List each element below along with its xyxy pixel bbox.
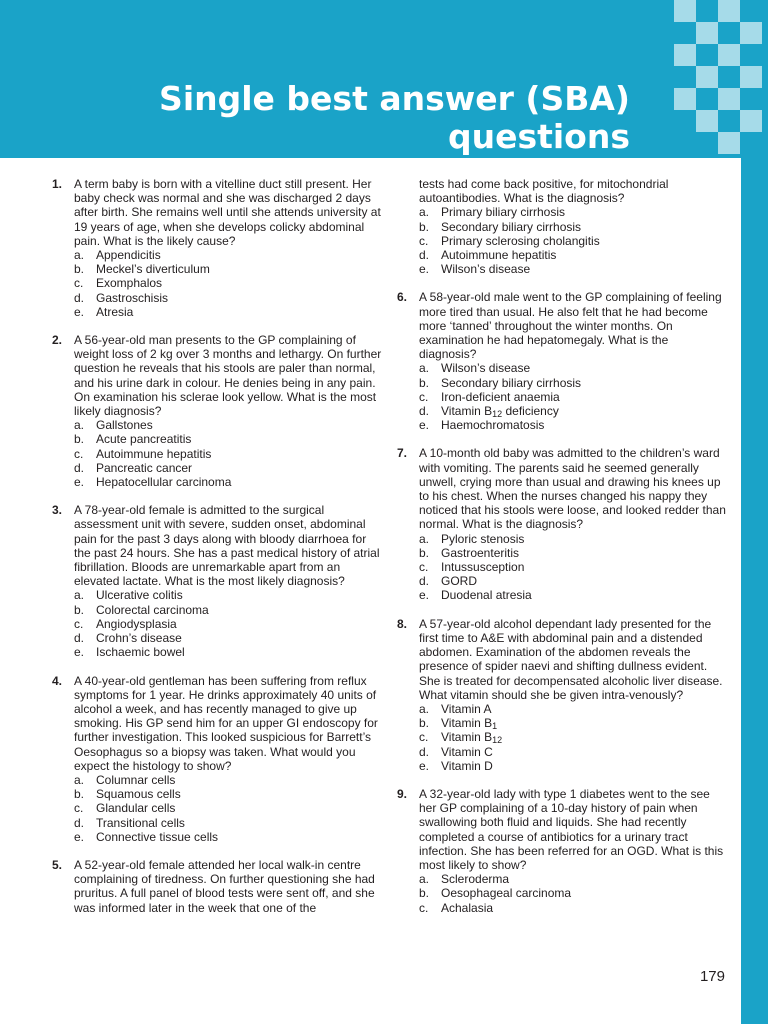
- option: [74, 432, 382, 446]
- question-number: 9.: [397, 786, 408, 801]
- option: [74, 603, 382, 617]
- option: [74, 276, 382, 290]
- option: [419, 588, 727, 602]
- option-letter: b.: [419, 886, 430, 901]
- title-line-1: Single best answer (SBA): [159, 79, 630, 118]
- options-list: [419, 205, 727, 276]
- option: [74, 830, 382, 844]
- option-text: GORD: [441, 574, 477, 589]
- right-column: [397, 177, 727, 929]
- decor-square: [696, 66, 718, 88]
- option: [419, 220, 727, 234]
- option-letter: e.: [419, 418, 430, 433]
- option-text: Vitamin C: [441, 744, 493, 759]
- question-stem: A 10-month old baby was admitted to the children’s ward with vomiting. The parents said he seemed generally unwell, crying more than usual and drawing his knees up to his chest. When the nurses changed his nappy they noticed that his stools were loose, and looked redder than normal. What is the diagnosis?: [419, 446, 726, 532]
- option: [419, 390, 727, 404]
- question-3: [52, 503, 382, 659]
- page-number: 179: [699, 968, 725, 985]
- question-1: [52, 177, 382, 319]
- page-title: [159, 80, 630, 156]
- option-subscript: 12: [492, 735, 503, 746]
- option-text: Duodenal atresia: [441, 588, 532, 603]
- option-text: Vitamin A: [441, 701, 492, 716]
- option-text: Secondary biliary cirrhosis: [441, 219, 582, 234]
- option: [419, 730, 727, 744]
- left-column: [52, 177, 382, 929]
- question-stem-continued: tests had come back positive, for mitochondrial autoantibodies. What is the diagnosis?: [419, 177, 669, 206]
- option-text: Scleroderma: [441, 872, 510, 887]
- question-number: 8.: [397, 616, 408, 631]
- option: [74, 305, 382, 319]
- question-number: 4.: [52, 673, 63, 688]
- option: [419, 418, 727, 432]
- option: [419, 716, 727, 730]
- decor-square: [740, 110, 762, 132]
- option-text: Ischaemic bowel: [96, 645, 185, 660]
- question-stem: A 52-year-old female attended her local walk-in centre complaining of tiredness. On further questioning she had pruritus. A full panel of blood tests were sent off, and she was informed later in the week that one of the: [74, 857, 375, 915]
- option-text-after: deficiency: [502, 404, 559, 419]
- option: [74, 418, 382, 432]
- option-letter: c.: [74, 446, 84, 461]
- option-text: Vitamin D: [441, 758, 493, 773]
- option: [419, 886, 727, 900]
- option: [419, 759, 727, 773]
- option: [74, 588, 382, 602]
- option-text: Gastroschisis: [96, 290, 169, 305]
- question-number: 1.: [52, 177, 63, 191]
- question-stem: A 32-year-old lady with type 1 diabetes went to the see her GP complaining of a 10-day history of pain when swallowing both fluid and liquids. She had recently completed a course of antibiotics for a urinary tract infection. She has been referred for an OGD. What is this most likely to show?: [419, 786, 724, 872]
- option-letter: c.: [419, 730, 429, 745]
- option-text: Hepatocellular carcinoma: [96, 475, 232, 490]
- question-8: [397, 617, 727, 773]
- option-text: Acute pancreatitis: [96, 432, 192, 447]
- decor-square: [696, 22, 718, 44]
- right-sidebar-bar: [741, 158, 768, 1024]
- option: [74, 773, 382, 787]
- option-letter: b.: [419, 716, 430, 731]
- option-subscript: 12: [492, 409, 503, 420]
- option-text: Crohn’s disease: [96, 631, 182, 646]
- option-text: Glandular cells: [96, 801, 176, 816]
- option: [74, 447, 382, 461]
- option: [74, 262, 382, 276]
- option: [74, 801, 382, 815]
- option-text: Colorectal carcinoma: [96, 602, 209, 617]
- option-text: Autoimmune hepatitis: [96, 446, 212, 461]
- option-text: Intussusception: [441, 560, 525, 575]
- option-text: Angiodysplasia: [96, 616, 177, 631]
- option-letter: e.: [74, 645, 85, 660]
- decor-square: [718, 0, 740, 22]
- option: [419, 361, 727, 375]
- title-line-2: questions: [447, 117, 630, 156]
- option-text: Gallstones: [96, 418, 153, 433]
- option-letter: d.: [74, 460, 85, 475]
- option-letter: e.: [74, 304, 85, 319]
- option-text: Squamous cells: [96, 787, 181, 802]
- question-9: [397, 787, 727, 915]
- options-list: [419, 702, 727, 773]
- option-letter: d.: [419, 744, 430, 759]
- question-5: [52, 858, 382, 915]
- option-letter: c.: [74, 801, 84, 816]
- option-text: Vitamin B: [441, 730, 493, 745]
- option: [74, 617, 382, 631]
- option-letter: e.: [74, 829, 85, 844]
- question-stem: A 57-year-old alcohol dependant lady presented for the first time to A&E with abdominal pain and a distended abdomen. Examination of the abdomen reveals the presence of spider naevi and shifting dullness evident. She is treated for decompensated alcoholic liver disease. What vitamin should she be given intra-venously?: [419, 616, 723, 702]
- options-list: [419, 532, 727, 603]
- option: [74, 248, 382, 262]
- options-list: [74, 773, 382, 844]
- question-5-continued: [397, 177, 727, 276]
- question-number: 2.: [52, 333, 63, 348]
- option-letter: d.: [419, 404, 430, 419]
- option-text: Vitamin B: [441, 404, 493, 419]
- option: [419, 574, 727, 588]
- question-number: 6.: [397, 290, 408, 305]
- option-letter: b.: [74, 432, 85, 447]
- question-6: [397, 290, 727, 432]
- decor-square: [674, 88, 696, 110]
- option-letter: a.: [419, 872, 430, 887]
- option-letter: c.: [419, 900, 429, 915]
- option: [74, 475, 382, 489]
- options-list: [419, 361, 727, 432]
- option-letter: b.: [419, 375, 430, 390]
- question-number: 3.: [52, 503, 63, 518]
- option-text: Appendicitis: [96, 248, 161, 263]
- option-letter: a.: [419, 361, 430, 376]
- option-text: Iron-deficient anaemia: [441, 389, 560, 404]
- option: [74, 787, 382, 801]
- options-list: [419, 872, 727, 915]
- option-text: Pyloric stenosis: [441, 531, 525, 546]
- option: [419, 205, 727, 219]
- option-text: Secondary biliary cirrhosis: [441, 375, 582, 390]
- question-stem: A 40-year-old gentleman has been suffering from reflux symptoms for 1 year. He drinks approximately 40 units of alcohol a week, and has recently managed to give up smoking. His GP send him for an upper GI endoscopy for further investigation. This looked suspicious for Barrett’s Oesophagus so a biopsy was taken. What would you expect the histology to show?: [74, 673, 378, 773]
- option: [419, 745, 727, 759]
- option-letter: a.: [419, 701, 430, 716]
- option-letter: a.: [74, 418, 85, 433]
- option: [74, 631, 382, 645]
- option: [419, 532, 727, 546]
- option-text: Haemochromatosis: [441, 418, 545, 433]
- option-text: Connective tissue cells: [96, 829, 219, 844]
- option-letter: c.: [419, 389, 429, 404]
- decor-square: [718, 132, 740, 154]
- option-letter: d.: [419, 248, 430, 263]
- option: [74, 645, 382, 659]
- decor-square: [740, 66, 762, 88]
- option-text: Atresia: [96, 304, 134, 319]
- option-text: Wilson’s disease: [441, 361, 531, 376]
- option: [419, 702, 727, 716]
- option-text: Pancreatic cancer: [96, 460, 193, 475]
- option-letter: b.: [74, 602, 85, 617]
- option-letter: b.: [74, 262, 85, 277]
- option-letter: d.: [74, 290, 85, 305]
- option: [419, 546, 727, 560]
- option: [419, 262, 727, 276]
- option-letter: d.: [74, 631, 85, 646]
- option-letter: e.: [74, 475, 85, 490]
- option-letter: b.: [74, 787, 85, 802]
- option-text: Primary biliary cirrhosis: [441, 205, 566, 220]
- option: [74, 291, 382, 305]
- option: [74, 461, 382, 475]
- option-text: Columnar cells: [96, 772, 176, 787]
- question-7: [397, 446, 727, 602]
- option-text: Primary sclerosing cholangitis: [441, 233, 600, 248]
- option: [419, 234, 727, 248]
- option-letter: e.: [419, 262, 430, 277]
- option-text: Vitamin B: [441, 716, 493, 731]
- decor-square: [696, 110, 718, 132]
- option-text: Ulcerative colitis: [96, 588, 183, 603]
- option: [419, 248, 727, 262]
- option-letter: a.: [74, 248, 85, 263]
- decor-square: [674, 0, 696, 22]
- option-text: Exomphalos: [96, 276, 163, 291]
- option-text: Wilson’s disease: [441, 262, 531, 277]
- option: [419, 872, 727, 886]
- decor-square: [740, 22, 762, 44]
- decor-square: [718, 88, 740, 110]
- question-stem: A 58-year-old male went to the GP complaining of feeling more tired than usual. He also felt that he had become more ‘tanned’ throughout the winter months. On examination he had hepatomegaly. What is the diagnosis?: [419, 290, 722, 362]
- decor-square: [718, 44, 740, 66]
- option: [419, 404, 727, 418]
- options-list: [74, 588, 382, 659]
- option-text: Autoimmune hepatitis: [441, 248, 557, 263]
- option: [419, 376, 727, 390]
- option-subscript: 1: [492, 721, 498, 732]
- option-letter: a.: [419, 531, 430, 546]
- question-number: 7.: [397, 446, 408, 461]
- option-letter: c.: [74, 616, 84, 631]
- option-letter: a.: [419, 205, 430, 220]
- options-list: [74, 418, 382, 489]
- question-stem: A 56-year-old man presents to the GP complaining of weight loss of 2 kg over 3 months and lethargy. On further question he reveals that his stools are paler than normal, and his urine dark in colour. He denies being in any pain. On examination his sclerae look yellow. What is the most likely diagnosis?: [74, 333, 382, 419]
- option-letter: e.: [419, 758, 430, 773]
- option-text: Meckel’s diverticulum: [96, 262, 210, 277]
- option-letter: a.: [74, 772, 85, 787]
- question-2: [52, 333, 382, 489]
- option: [419, 901, 727, 915]
- option-letter: a.: [74, 588, 85, 603]
- option-text: Oesophageal carcinoma: [441, 886, 572, 901]
- option-letter: d.: [419, 574, 430, 589]
- option-text: Transitional cells: [96, 815, 185, 830]
- decor-square: [674, 44, 696, 66]
- option-letter: d.: [74, 815, 85, 830]
- option-letter: c.: [74, 276, 84, 291]
- option-text: Achalasia: [441, 900, 494, 915]
- option-letter: c.: [419, 560, 429, 575]
- question-4: [52, 674, 382, 844]
- option-letter: b.: [419, 545, 430, 560]
- question-stem: A 78-year-old female is admitted to the surgical assessment unit with severe, sudden onset, abdominal pain for the past 3 days along with bloody diarrhoea for the past 24 hours. She has a past medical history of atrial fibrillation. Bloods are unremarkable apart from an elevated lactate. What is the most likely diagnosis?: [74, 503, 380, 589]
- option-text: Gastroenteritis: [441, 545, 520, 560]
- question-number: 5.: [52, 857, 63, 872]
- option-letter: e.: [419, 588, 430, 603]
- option: [419, 560, 727, 574]
- option-letter: c.: [419, 233, 429, 248]
- option-letter: b.: [419, 219, 430, 234]
- question-stem: A term baby is born with a vitelline duct still present. Her baby check was normal and she was discharged 2 days after birth. She remains well until she attends university at 19 years of age, when she develops colicky abdominal pain. What is the likely cause?: [74, 177, 381, 248]
- option: [74, 816, 382, 830]
- options-list: [74, 248, 382, 319]
